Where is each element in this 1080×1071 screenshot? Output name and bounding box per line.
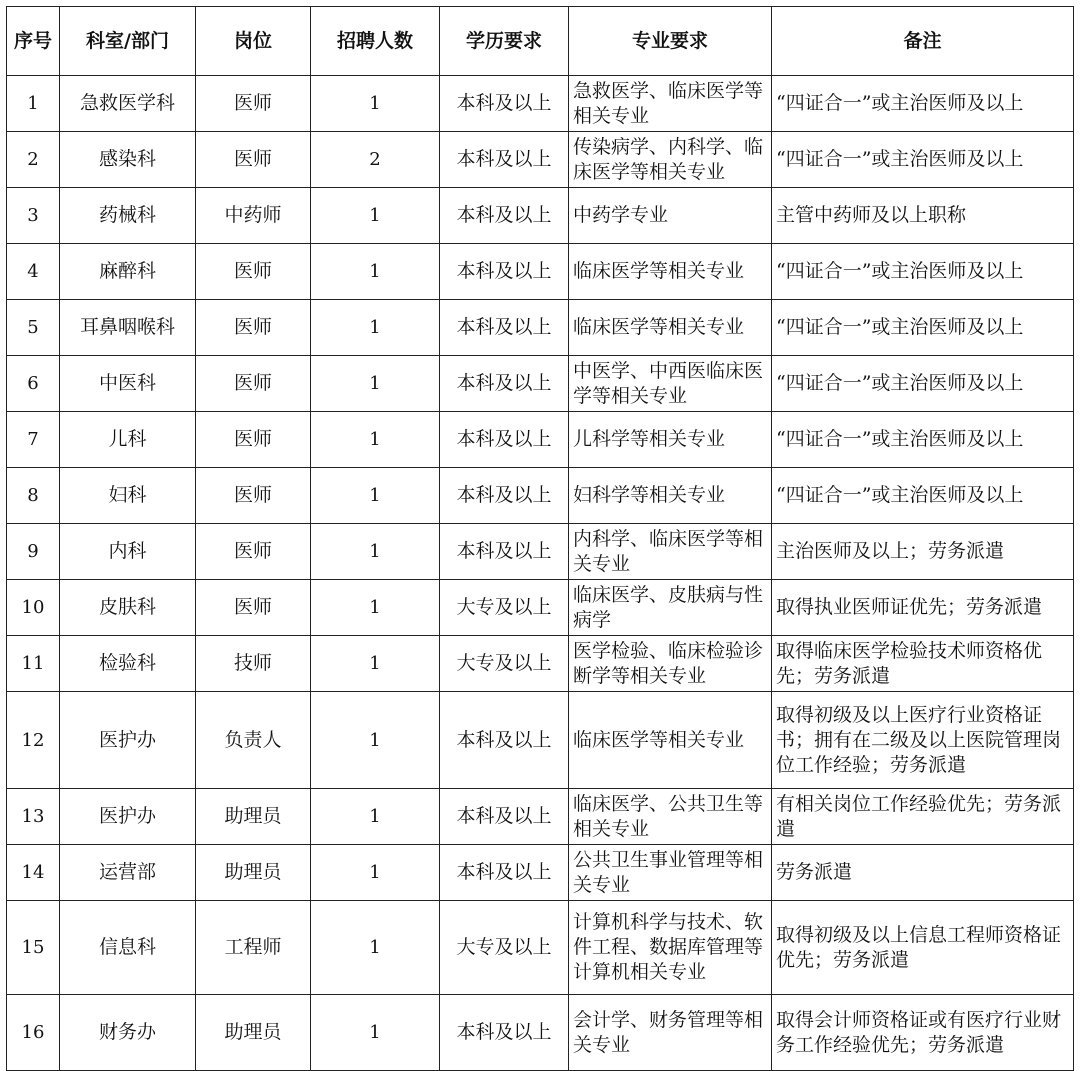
table-row [7,901,1074,995]
table-row [7,244,1074,300]
table-row [7,845,1074,901]
cell-department: 内科 [60,524,196,580]
cell-headcount: 1 [311,76,440,132]
table-row [7,356,1074,412]
cell-department: 运营部 [60,845,196,901]
cell-remarks: 取得初级及以上医疗行业资格证书；拥有在二级及以上医院管理岗位工作经验；劳务派遣 [772,692,1074,789]
table-row [7,636,1074,692]
cell-headcount: 1 [311,244,440,300]
cell-position: 助理员 [196,995,311,1071]
cell-index: 4 [7,244,60,300]
cell-department: 皮肤科 [60,580,196,636]
cell-index: 10 [7,580,60,636]
cell-position: 医师 [196,468,311,524]
cell-department: 中医科 [60,356,196,412]
cell-major: 会计学、财务管理等相关专业 [569,995,772,1071]
cell-headcount: 1 [311,789,440,845]
cell-department: 感染科 [60,132,196,188]
cell-index: 9 [7,524,60,580]
cell-education: 本科及以上 [440,244,569,300]
cell-position: 医师 [196,524,311,580]
cell-position: 技师 [196,636,311,692]
cell-department: 医护办 [60,692,196,789]
cell-headcount: 1 [311,995,440,1071]
cell-education: 大专及以上 [440,636,569,692]
cell-headcount: 1 [311,901,440,995]
table-row [7,524,1074,580]
cell-department: 检验科 [60,636,196,692]
table-row [7,300,1074,356]
cell-remarks: “四证合一”或主治医师及以上 [772,468,1074,524]
cell-major: 计算机科学与技术、软件工程、数据库管理等计算机相关专业 [569,901,772,995]
cell-education: 本科及以上 [440,995,569,1071]
cell-headcount: 1 [311,300,440,356]
cell-department: 急救医学科 [60,76,196,132]
cell-department: 信息科 [60,901,196,995]
cell-headcount: 2 [311,132,440,188]
cell-remarks: 取得初级及以上信息工程师资格证优先；劳务派遣 [772,901,1074,995]
cell-major: 临床医学、皮肤病与性病学 [569,580,772,636]
header-cell-remarks: 备注 [772,7,1074,76]
cell-education: 本科及以上 [440,468,569,524]
cell-education: 本科及以上 [440,356,569,412]
cell-remarks: “四证合一”或主治医师及以上 [772,412,1074,468]
cell-major: 临床医学等相关专业 [569,244,772,300]
cell-index: 2 [7,132,60,188]
table-row [7,692,1074,789]
cell-headcount: 1 [311,692,440,789]
cell-headcount: 1 [311,524,440,580]
cell-remarks: 取得临床医学检验技术师资格优先；劳务派遣 [772,636,1074,692]
cell-remarks: 有相关岗位工作经验优先；劳务派遣 [772,789,1074,845]
cell-position: 医师 [196,356,311,412]
cell-position: 负责人 [196,692,311,789]
cell-index: 3 [7,188,60,244]
cell-education: 大专及以上 [440,901,569,995]
cell-education: 本科及以上 [440,188,569,244]
cell-major: 中药学专业 [569,188,772,244]
cell-index: 8 [7,468,60,524]
cell-headcount: 1 [311,412,440,468]
cell-remarks: 取得会计师资格证或有医疗行业财务工作经验优先；劳务派遣 [772,995,1074,1071]
table-row [7,412,1074,468]
cell-education: 大专及以上 [440,580,569,636]
cell-department: 医护办 [60,789,196,845]
header-cell-education: 学历要求 [440,7,569,76]
cell-major: 传染病学、内科学、临床医学等相关专业 [569,132,772,188]
cell-position: 医师 [196,132,311,188]
table-row [7,132,1074,188]
cell-major: 儿科学等相关专业 [569,412,772,468]
cell-position: 医师 [196,244,311,300]
header-cell-headcount: 招聘人数 [311,7,440,76]
cell-position: 医师 [196,76,311,132]
cell-position: 中药师 [196,188,311,244]
cell-department: 麻醉科 [60,244,196,300]
cell-major: 中医学、中西医临床医学等相关专业 [569,356,772,412]
cell-remarks: “四证合一”或主治医师及以上 [772,244,1074,300]
cell-education: 本科及以上 [440,789,569,845]
cell-education: 本科及以上 [440,692,569,789]
cell-headcount: 1 [311,580,440,636]
cell-education: 本科及以上 [440,524,569,580]
header-cell-index: 序号 [7,7,60,76]
cell-index: 11 [7,636,60,692]
table-row [7,468,1074,524]
cell-index: 1 [7,76,60,132]
cell-remarks: “四证合一”或主治医师及以上 [772,76,1074,132]
cell-index: 16 [7,995,60,1071]
cell-position: 工程师 [196,901,311,995]
table-row [7,188,1074,244]
cell-position: 医师 [196,300,311,356]
cell-education: 本科及以上 [440,412,569,468]
cell-major: 临床医学等相关专业 [569,300,772,356]
cell-education: 本科及以上 [440,76,569,132]
cell-index: 15 [7,901,60,995]
cell-index: 7 [7,412,60,468]
cell-remarks: “四证合一”或主治医师及以上 [772,356,1074,412]
cell-education: 本科及以上 [440,132,569,188]
cell-position: 助理员 [196,845,311,901]
table-row [7,995,1074,1071]
cell-remarks: 主管中药师及以上职称 [772,188,1074,244]
cell-headcount: 1 [311,188,440,244]
cell-major: 公共卫生事业管理等相关专业 [569,845,772,901]
cell-headcount: 1 [311,468,440,524]
cell-major: 内科学、临床医学等相关专业 [569,524,772,580]
recruitment-table [6,6,1074,1071]
cell-education: 本科及以上 [440,300,569,356]
header-row [7,7,1074,76]
cell-department: 妇科 [60,468,196,524]
cell-remarks: 劳务派遣 [772,845,1074,901]
cell-education: 本科及以上 [440,845,569,901]
cell-position: 助理员 [196,789,311,845]
cell-major: 临床医学、公共卫生等相关专业 [569,789,772,845]
cell-position: 医师 [196,580,311,636]
cell-headcount: 1 [311,845,440,901]
cell-department: 药械科 [60,188,196,244]
cell-remarks: 取得执业医师证优先；劳务派遣 [772,580,1074,636]
cell-major: 医学检验、临床检验诊断学等相关专业 [569,636,772,692]
cell-index: 12 [7,692,60,789]
table-row [7,789,1074,845]
table-row [7,76,1074,132]
cell-remarks: 主治医师及以上；劳务派遣 [772,524,1074,580]
cell-major: 急救医学、临床医学等相关专业 [569,76,772,132]
cell-index: 14 [7,845,60,901]
header-cell-position: 岗位 [196,7,311,76]
cell-index: 6 [7,356,60,412]
cell-major: 妇科学等相关专业 [569,468,772,524]
cell-department: 儿科 [60,412,196,468]
cell-index: 5 [7,300,60,356]
cell-department: 财务办 [60,995,196,1071]
table-body [7,76,1074,1071]
cell-headcount: 1 [311,636,440,692]
cell-department: 耳鼻咽喉科 [60,300,196,356]
cell-remarks: “四证合一”或主治医师及以上 [772,132,1074,188]
header-cell-department: 科室/部门 [60,7,196,76]
cell-index: 13 [7,789,60,845]
table-row [7,580,1074,636]
cell-position: 医师 [196,412,311,468]
cell-headcount: 1 [311,356,440,412]
cell-remarks: “四证合一”或主治医师及以上 [772,300,1074,356]
cell-major: 临床医学等相关专业 [569,692,772,789]
header-cell-major: 专业要求 [569,7,772,76]
